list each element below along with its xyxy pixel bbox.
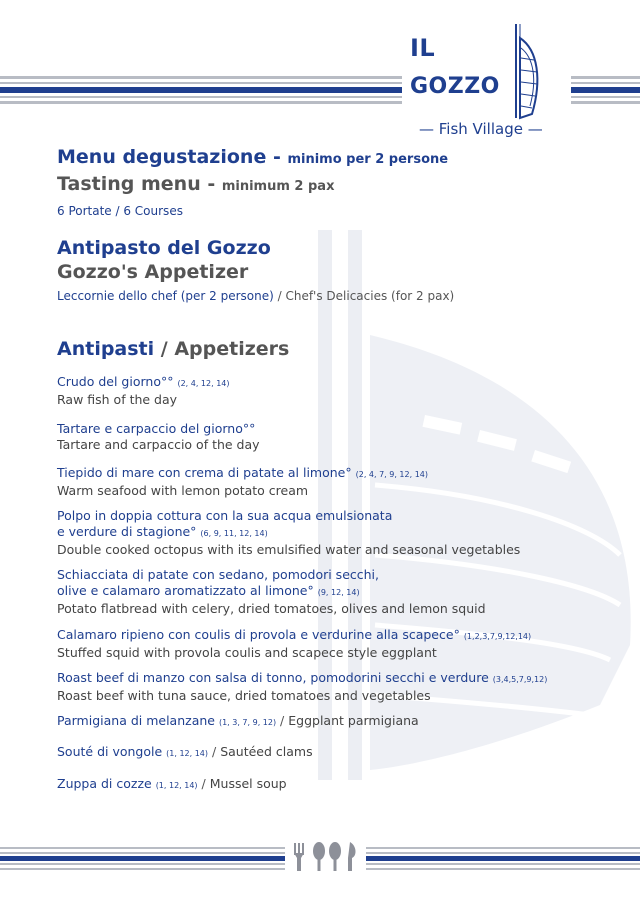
item-name-it: Polpo in doppia cottura con la sua acqua emulsionata (57, 508, 393, 523)
boat-logo-icon (508, 24, 544, 120)
appetizers-heading (57, 337, 617, 361)
appetizers-title (57, 337, 617, 361)
list-item (57, 508, 520, 558)
item-name-it: Tiepido di mare con crema di patate al limone° (57, 465, 352, 480)
list-item (57, 670, 547, 704)
item-name-en: Warm seafood with lemon potato cream (57, 483, 309, 498)
tasting-title-it-main: Menu degustazione (57, 146, 267, 168)
item-name-en: Mussel soup (209, 776, 287, 791)
list-item (57, 421, 260, 453)
item-name-it: Zuppa di cozze (57, 776, 152, 791)
tasting-courses: 6 Portate / 6 Courses (57, 204, 183, 218)
item-name-en: Raw fish of the day (57, 392, 178, 407)
header-stripes-right (571, 76, 640, 104)
item-name-it: Crudo del giorno°° (57, 374, 174, 389)
tasting-title-en (57, 172, 617, 199)
item-allergens: (1, 3, 7, 9, 12) (218, 718, 277, 727)
item-name-it: Tartare e carpaccio del giorno°° (57, 421, 256, 436)
item-name-it: Souté di vongole (57, 744, 163, 759)
item-name-it-cont: olive e calamaro aromatizzato al limone° (57, 583, 314, 598)
tasting-title-it-sep: - (266, 146, 288, 168)
gozzo-appetizer-title-en: Gozzo's Appetizer (57, 261, 249, 283)
appetizers-title-it: Antipasti (57, 338, 155, 360)
list-item (57, 567, 486, 617)
list-item: Zuppa di cozze (1, 12, 14) / Mussel soup (57, 776, 287, 791)
restaurant-logo (405, 24, 565, 144)
footer-stripes-right (366, 847, 640, 875)
item-name-it: Parmigiana di melanzane (57, 713, 215, 728)
item-allergens: (9, 12, 14) (317, 588, 360, 597)
item-allergens: (2, 4, 7, 9, 12, 14) (355, 470, 428, 479)
item-name-en: Roast beef with tuna sauce, dried tomatoes and vegetables (57, 688, 431, 703)
list-item: Parmigiana di melanzane (1, 3, 7, 9, 12) / Eggplant parmigiana (57, 713, 419, 728)
tasting-title-en-note: minimum 2 pax (221, 179, 335, 194)
list-item: Souté di vongole (1, 12, 14) / Sautéed clams (57, 744, 313, 759)
list-item (57, 627, 531, 661)
logo-line-2: GOZZO (410, 74, 500, 99)
appetizers-title-en: Appetizers (174, 338, 290, 360)
item-allergens: (3,4,5,7,9,12) (492, 675, 548, 684)
item-name-it: Schiacciata di patate con sedano, pomodori secchi, (57, 567, 379, 582)
tasting-title-en-main: Tasting menu (57, 173, 201, 195)
footer-stripes-left (0, 847, 285, 875)
item-name-en: Double cooked octopus with its emulsified water and seasonal vegetables (57, 542, 521, 557)
item-allergens: (2, 4, 12, 14) (177, 379, 230, 388)
item-name-it: Calamaro ripieno con coulis di provola e verdurine alla scapece° (57, 627, 460, 642)
tasting-section (57, 145, 617, 220)
item-allergens: (1, 12, 14) (155, 781, 198, 790)
item-name-en: Potato flatbread with celery, dried tomatoes, olives and lemon squid (57, 601, 486, 616)
tasting-title-en-sep: - (200, 173, 222, 195)
tasting-title-it (57, 145, 617, 172)
tasting-title-it-note: minimo per 2 persone (287, 152, 449, 167)
gozzo-appetizer-desc (57, 287, 617, 305)
item-allergens: (6, 9, 11, 12, 14) (200, 529, 268, 538)
item-name-en: Stuffed squid with provola coulis and scapece style eggplant (57, 645, 437, 660)
list-item (57, 374, 230, 408)
item-allergens: (1, 12, 14) (166, 749, 209, 758)
list-item (57, 465, 428, 499)
cutlery-icon (290, 838, 362, 874)
item-name-en: Sautéed clams (220, 744, 313, 759)
item-allergens: (1,2,3,7,9,12,14) (463, 632, 532, 641)
appetizers-title-sep: / (154, 338, 175, 360)
gozzo-appetizer-desc-en: Chef's Delicacies (for 2 pax) (285, 289, 455, 303)
header-stripes-left (0, 76, 402, 104)
item-name-en: Eggplant parmigiana (288, 713, 419, 728)
gozzo-appetizer-section (57, 236, 617, 305)
item-name-en: Tartare and carpaccio of the day (57, 437, 260, 452)
item-name-it-cont: e verdure di stagione° (57, 524, 197, 539)
item-name-it: Roast beef di manzo con salsa di tonno, pomodorini secchi e verdure (57, 670, 489, 685)
logo-tagline: — Fish Village — (419, 120, 543, 138)
gozzo-appetizer-desc-it: Leccornie dello chef (per 2 persone) (57, 289, 274, 303)
logo-line-1: IL (410, 34, 436, 62)
gozzo-appetizer-desc-sep: / (273, 289, 286, 303)
gozzo-appetizer-title-it: Antipasto del Gozzo (57, 237, 271, 259)
